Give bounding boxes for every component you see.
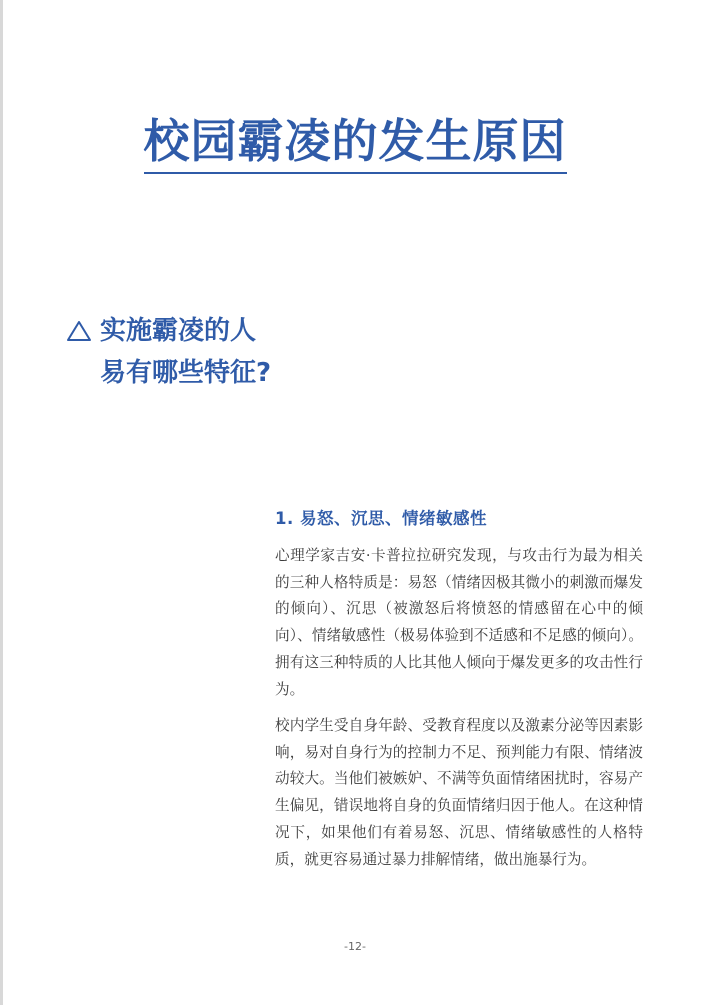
- section-heading-text: [100, 310, 271, 394]
- page-number: -12-: [344, 940, 366, 953]
- section-heading-line1: 实施霸凌的人: [100, 316, 257, 346]
- section-heading: [66, 310, 271, 394]
- section-heading-line2: 易有哪些特征?: [100, 358, 272, 388]
- triangle-outline-icon: [66, 318, 92, 344]
- paragraph-1: 心理学家吉安·卡普拉拉研究发现，与攻击行为最为相关的三种人格特质是：易怒（情绪因极其微小的刺激而爆发的倾向）、沉思（被激怒后将愤怒的情感留在心中的倾向）、情绪敏感性（极易体验到不适感和不足感的倾向）。拥有这三种特质的人比其他人倾向于爆发更多的攻击性行为。: [275, 547, 643, 698]
- paragraph-2: 校内学生受自身年龄、受教育程度以及激素分泌等因素影响，易对自身行为的控制力不足、预判能力有限、情绪波动较大。当他们被嫉妒、不满等负面情绪困扰时，容易产生偏见，错误地将自身的负面情绪归因于他人。在这种情况下，如果他们有着易怒、沉思、情绪敏感性的人格特质，就更容易通过暴力排解情绪，做出施暴行为。: [275, 717, 643, 868]
- page-title: [0, 112, 710, 174]
- page-title-text: 校园霸凌的发生原因: [144, 112, 567, 174]
- subheading: 1. 易怒、沉思、情绪敏感性: [275, 509, 487, 528]
